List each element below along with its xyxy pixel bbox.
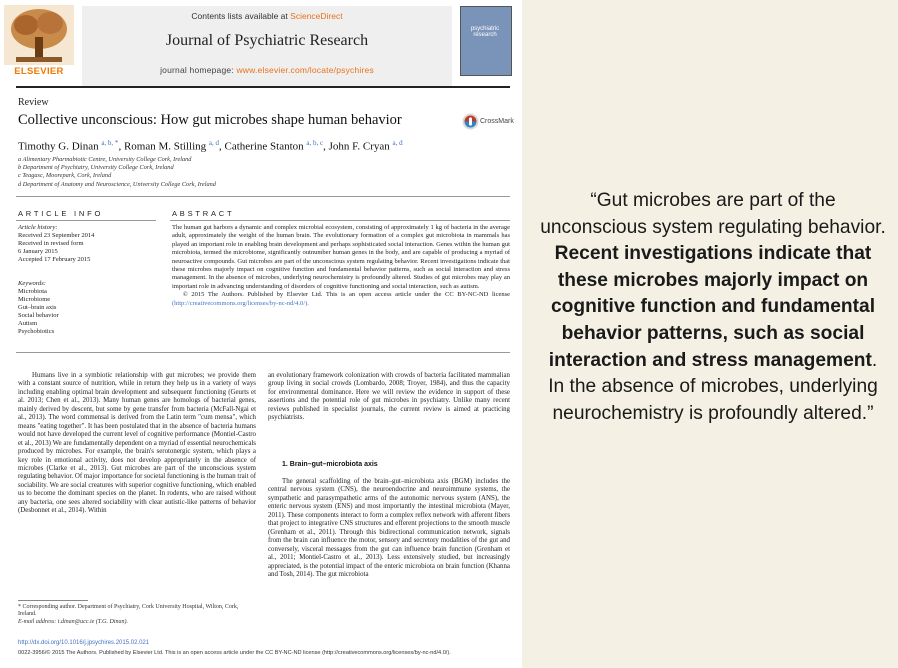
homepage-prefix: journal homepage: [160, 65, 234, 75]
author-affiliation-marks[interactable]: a, b, c [306, 139, 324, 147]
body-column-right-section: The general scaffolding of the brain–gut–microbiota axis (BGM) includes the central nervous system (CNS), the neuroendocrine and neuroimmune systems, the sympathetic and parasympathetic arms of the autonomic nervous system (ANS), the enteric nervous system (ENS) and most importantly the intestinal microbiota (Mayer, 2011). These components interact to form a complex reflex network with afferent fibers that project to integrative CNS structures and efferent projections to the smooth muscle (Grenham et al., 2011). Through this bidirectional communication network, signals from the brain can influence the motor, sensory and secretory modalities of the gut and conversely, visceral messages from the gut can influence brain function (Grenham et al., 2011; Montiel-Castro et al., 2013). Less extensively studied, but increasingly appreciated, is the potential impact of the enteric microbiota on brain function (Khanna and Tosh, 2014). The gut microbiota [268, 478, 510, 578]
keyword: Gut–brain axis [18, 304, 57, 311]
journal-title: Journal of Psychiatric Research [165, 32, 369, 49]
author-affiliation-marks[interactable]: a, d [208, 139, 220, 147]
license-link[interactable]: (http://creativecommons.org/licenses/by-nc-nd/4.0/). [172, 299, 309, 307]
abstract-body [172, 224, 510, 308]
highlighted-quote [540, 188, 886, 427]
history-line: 6 January 2015 [18, 248, 58, 255]
section-heading: 1. Brain–gut–microbiota axis [282, 461, 378, 468]
keyword-list [18, 280, 59, 336]
abstract-heading: ABSTRACT [172, 209, 235, 218]
elsevier-tree-logo [4, 5, 74, 75]
corresponding-author-footnote [18, 604, 256, 626]
abstract-bottom-rule [16, 352, 510, 353]
author-name: Catherine Stanton [224, 140, 304, 153]
author-name: John F. Cryan [328, 140, 390, 153]
article-info-heading: ARTICLE INFO [18, 209, 104, 218]
journal-cover-thumbnail [460, 6, 512, 76]
header-rule [16, 86, 510, 88]
author-name: Timothy G. Dinan [18, 140, 99, 153]
abstract-rule [170, 220, 510, 221]
copyright-notice: © 2015 The Authors. Published by Elsevier Ltd. This is an open access article under the CC BY-NC-ND license [182, 291, 510, 299]
history-line: Received in revised form [18, 240, 84, 247]
journal-homepage-line [82, 65, 452, 75]
keyword: Social behavior [18, 312, 59, 319]
author-name: Roman M. Stilling [123, 140, 207, 153]
body-column-left: Humans live in a symbiotic relationship with gut microbes; we provide them with a constant source of nutrition, while in return they help us in a variety of ways including enabling optimal brain development and subsequent functioning (Geurts et al. 2013; Chen et al., 2013). Many human genes are homologs of bacterial genes, mainly derived by descent, but some by gene transfer from bacteria (McFall-Ngai et al., 2013). The word commensal is derived from the Latin term "cum mensa", which means "eating together". It has been postulated that in the absence of bacteria humans would not have developed the current level of cognitive performance (Montiel-Castro et al., 2013) We are fundamentally dependent on a myriad of essential neurochemicals produced by microbes. For example, the brain's serotonergic system, which plays a key role in emotional activity, does not develop appropriately in the absence of microbes (Clarke et al., 2013). Gut microbes are part of the unconscious system regulating behavior. Of major importance for societal functioning is the human trait of sociability. We are social creatures with superior cognitive functioning, which enabled us to become the dominant species on the planet. In rodents, who are raised without any bacteria, one sees altered sociability with clear autistic-like patterns of behavior (Desbonnet et al., 2014). Within [18, 372, 256, 515]
contents-line [82, 11, 452, 21]
keyword: Microbiome [18, 296, 51, 303]
footnote-email[interactable]: E-mail address: t.dinan@ucc.ie (T.G. Dinan). [18, 618, 129, 625]
history-label: Article history: [18, 224, 58, 231]
affiliation: d Department of Anatomy and Neuroscience, University College Cork, Ireland [18, 180, 216, 188]
sciencedirect-link[interactable]: ScienceDirect [290, 11, 343, 21]
footnote-line: * Corresponding author. Department of Psychiatry, Cork University Hospital, Wilton, Cork, Ireland. [18, 604, 239, 618]
footnote-rule [18, 600, 88, 601]
issn-license-line: 0022-3956/© 2015 The Authors. Published by Elsevier Ltd. This is an open access article under the CC BY-NC-ND license (http://creativecommons.org/licenses/by-nc-nd/4.0/). [18, 650, 451, 656]
keywords-label: Keywords: [18, 280, 46, 287]
abstract-paragraph: The human gut harbors a dynamic and complex microbial ecosystem, consisting of approximately 1 kg of bacteria in the average adult, approximately the weight of the human brain. The evolutionary formation of a complex gut microbiota in mammals has played an important role in enabling brain development and perhaps sophisticated social interaction. Genes within the human gut microbiota, termed the microbiome, significantly outnumber human genes in the body, and are capable of producing a myriad of neuroactive compounds. Gut microbes are part of the unconscious system regulating behavior. Recent investigations indicate that these microbes majorly impact on cognitive function and fundamental behavior patterns, such as social interaction and stress management. In the absence of microbes, underlying neurochemistry is profoundly altered. Studies of gut microbes may play an important role in advancing understanding of disorders of cognitive functioning and social interaction, such as autism. [172, 224, 510, 290]
quote-text-tail: . In the absence of microbes, underlying neurochemistry is profoundly altered.” [548, 349, 878, 424]
affiliation-list [18, 156, 216, 189]
history-line: Accepted 17 February 2015 [18, 256, 91, 263]
article-title: Collective unconscious: How gut microbes shape human behavior [18, 112, 402, 128]
author-list: Timothy G. Dinan $^{a, b, *}$, Roman M. Stilling $^{a, d}$, Catherine Stanton $^{a, b, c}$, John F. Cryan $^{a, d}$ [18, 139, 403, 153]
affiliation: a Alimentary Pharmabiotic Centre, University College Cork, Ireland [18, 156, 192, 163]
keyword: Microbiota [18, 288, 47, 295]
article-info-rule [16, 220, 156, 221]
contents-prefix: Contents lists available at [191, 11, 288, 21]
doi-link[interactable]: http://dx.doi.org/10.1016/j.jpsychires.2015.02.021 [18, 640, 150, 646]
author-affiliation-marks[interactable]: a, b, * [101, 139, 119, 147]
keyword: Autism [18, 320, 38, 327]
history-line: Received 23 September 2014 [18, 232, 95, 239]
crossmark-label: CrossMark [480, 118, 514, 125]
crossmark-icon[interactable] [462, 113, 479, 130]
article-history [18, 224, 94, 264]
title-block-rule [16, 196, 510, 197]
keyword: Psychobiotics [18, 328, 55, 335]
journal-cover-title: psychiatric research [470, 26, 500, 38]
journal-homepage-link[interactable]: www.elsevier.com/locate/psychires [236, 65, 374, 75]
author-affiliation-marks[interactable]: a, d [392, 139, 403, 147]
body-column-right-intro: an evolutionary framework colonization with crowds of bacteria facilitated mammalian group living in social crowds (Lombardo, 2008; Troyer, 1984), and thus the capacity for environmental dominance. Here we will review the evidence in support of these assertions and the potential role of gut microbes in psychiatry. Unlike many recent reviews published in specialist journals, the current review is aimed at practicing psychiatrists. [268, 372, 510, 422]
quote-text-bold: Recent investigations indicate that these microbes majorly impact on cognitive function and fundamental behavior patterns, such as social interaction and stress management [548, 243, 876, 371]
quote-text-lead: “Gut microbes are part of the unconscious system regulating behavior. [540, 190, 886, 238]
section-label: Review [18, 97, 49, 108]
affiliation: b Department of Psychiatry, University College Cork, Ireland [18, 164, 174, 172]
affiliation: c Teagasc, Moorepark, Cork, Ireland [18, 172, 112, 180]
quote-panel [522, 0, 898, 668]
elsevier-wordmark: ELSEVIER [14, 66, 64, 77]
